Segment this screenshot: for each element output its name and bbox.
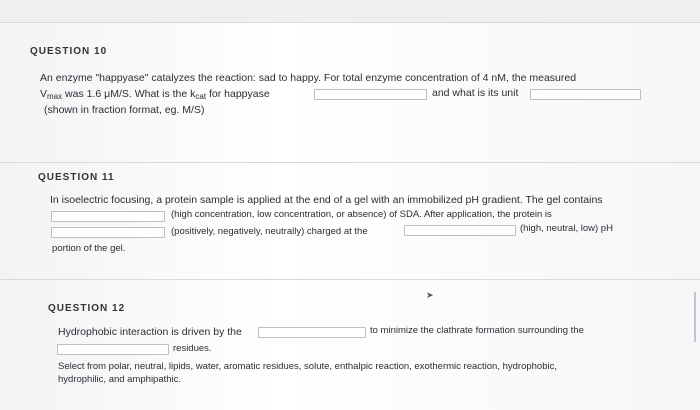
question-text: (high, neutral, low) pH — [520, 223, 613, 234]
vmax-subscript: max — [47, 92, 63, 101]
top-bar — [0, 0, 700, 22]
sds-concentration-field[interactable] — [51, 211, 165, 222]
question-title: QUESTION 12 — [48, 303, 126, 314]
question-title: QUESTION 11 — [38, 172, 115, 183]
vmax-symbol: V — [40, 88, 48, 100]
question-title: QUESTION 10 — [30, 46, 108, 57]
question-text: Hydrophobic interaction is driven by the — [58, 326, 242, 338]
kcat-answer-field[interactable] — [314, 89, 427, 100]
divider — [0, 279, 700, 280]
question-text: to minimize the clathrate formation surrounding the — [370, 325, 584, 336]
question-text: hydrophilic, and amphipathic. — [58, 374, 182, 385]
question-text: In isoelectric focusing, a protein sample is applied at the end of a gel with an immobilized pH gradient. The gel contains — [50, 194, 603, 206]
unit-answer-field[interactable] — [530, 89, 641, 100]
kcat-subscript: cat — [195, 92, 207, 101]
charge-answer-field[interactable] — [51, 227, 165, 238]
scrollbar-edge — [694, 292, 696, 342]
question-text: Select from polar, neutral, lipids, water, aromatic residues, solute, enthalpic reaction, exothermic reaction, hydrophobic, — [58, 361, 558, 372]
ph-answer-field[interactable] — [404, 225, 516, 236]
question-text: An enzyme "happyase" catalyzes the reaction: sad to happy. For total enzyme concentration of 4 nM, the measured — [40, 72, 577, 84]
residues-answer-field[interactable] — [57, 344, 169, 355]
question-text: (high concentration, low concentration, or absence) of SDA. After application, the protein is — [171, 209, 552, 220]
question-text — [40, 88, 270, 103]
question-text: portion of the gel. — [52, 243, 126, 254]
question-text: (shown in fraction format, eg. M/S) — [44, 104, 205, 116]
question-text-part: was 1.6 μM/S. What is the k — [62, 88, 196, 100]
question-text: and what is its unit — [432, 87, 519, 99]
question-text: residues. — [173, 343, 212, 354]
divider — [0, 22, 700, 23]
cursor-arrow-icon: ➤ — [426, 290, 434, 300]
divider — [0, 162, 700, 163]
question-text: (positively, negatively, neutrally) charged at the — [171, 226, 368, 237]
driver-answer-field[interactable] — [258, 327, 366, 338]
question-text-part: for happyase — [206, 88, 270, 100]
